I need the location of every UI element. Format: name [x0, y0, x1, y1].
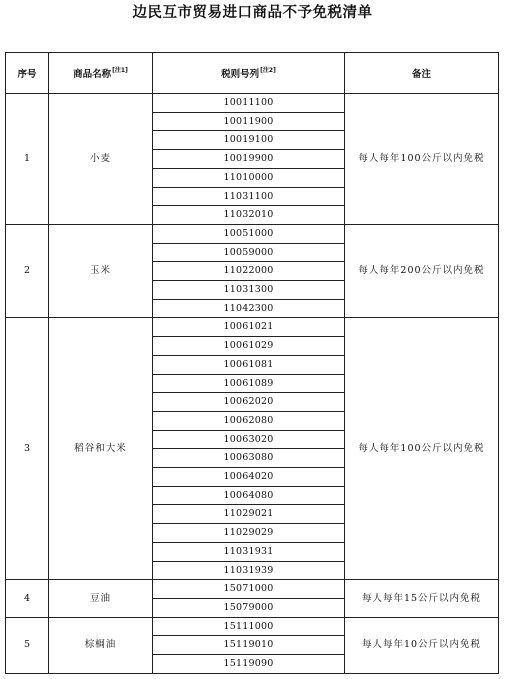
tariff-code-cell: 11032010: [153, 206, 345, 225]
tariff-code-cell: 10064080: [153, 486, 345, 505]
tariff-code-cell: 11029029: [153, 524, 345, 543]
tariff-code-cell: 10011900: [153, 112, 345, 131]
table-header-row: [6, 53, 499, 94]
row-remark: 每人每年10公斤以内免税: [345, 617, 499, 673]
tariff-code-cell: 15071000: [153, 580, 345, 599]
tariff-code-cell: 10063080: [153, 449, 345, 468]
row-remark: 每人每年15公斤以内免税: [345, 580, 499, 617]
table-row: [6, 580, 499, 599]
tariff-code-cell: 10011100: [153, 94, 345, 113]
tariff-code-cell: 10019900: [153, 150, 345, 169]
row-seq: 1: [6, 94, 49, 225]
tariff-code-cell: 11042300: [153, 299, 345, 318]
header-name-footnote: [注1]: [112, 67, 128, 74]
tariff-code-cell: 10062080: [153, 411, 345, 430]
row-seq: 5: [6, 617, 49, 673]
tariff-code-cell: 10064020: [153, 468, 345, 487]
header-seq: 序号: [6, 53, 49, 94]
tariff-code-cell: 10061089: [153, 374, 345, 393]
row-remark: 每人每年100公斤以内免税: [345, 318, 499, 580]
tariff-code-cell: 11031100: [153, 187, 345, 206]
row-product-name: 棕榈油: [49, 617, 153, 673]
header-tariff-code: 税则号列[注2]: [153, 53, 345, 94]
tariff-code-cell: 10059000: [153, 243, 345, 262]
tariff-code-cell: 10062020: [153, 393, 345, 412]
row-remark: 每人每年100公斤以内免税: [345, 94, 499, 225]
table-body: [6, 94, 499, 674]
table-row: [6, 94, 499, 113]
tariff-code-cell: 15119090: [153, 655, 345, 674]
row-seq: 3: [6, 318, 49, 580]
table-row: [6, 224, 499, 243]
tariff-code-cell: 10019100: [153, 131, 345, 150]
tariff-code-cell: 10061021: [153, 318, 345, 337]
row-seq: 4: [6, 580, 49, 617]
table-row: [6, 318, 499, 337]
header-remark: 备注: [345, 53, 499, 94]
row-product-name: 稻谷和大米: [49, 318, 153, 580]
tariff-code-cell: 11010000: [153, 168, 345, 187]
tariff-code-cell: 15111000: [153, 617, 345, 636]
tariff-code-cell: 15079000: [153, 598, 345, 617]
tariff-code-cell: 10061029: [153, 337, 345, 356]
tariff-code-cell: 11029021: [153, 505, 345, 524]
tax-exemption-table: [5, 52, 499, 674]
header-code-footnote: [注2]: [260, 67, 276, 74]
row-product-name: 玉米: [49, 224, 153, 318]
row-product-name: 豆油: [49, 580, 153, 617]
tariff-code-cell: 10063020: [153, 430, 345, 449]
tariff-code-cell: 11031300: [153, 281, 345, 300]
tariff-code-cell: 11031939: [153, 561, 345, 580]
table-row: [6, 617, 499, 636]
document-title: 边民互市贸易进口商品不予免税清单: [132, 5, 373, 21]
tariff-code-cell: 11022000: [153, 262, 345, 281]
tariff-code-cell: 15119010: [153, 636, 345, 655]
header-product-name: 商品名称[注1]: [49, 53, 153, 94]
tariff-code-cell: 10051000: [153, 224, 345, 243]
tariff-code-cell: 10061081: [153, 355, 345, 374]
row-seq: 2: [6, 224, 49, 318]
row-product-name: 小麦: [49, 94, 153, 225]
tariff-code-cell: 11031931: [153, 542, 345, 561]
row-remark: 每人每年200公斤以内免税: [345, 224, 499, 318]
